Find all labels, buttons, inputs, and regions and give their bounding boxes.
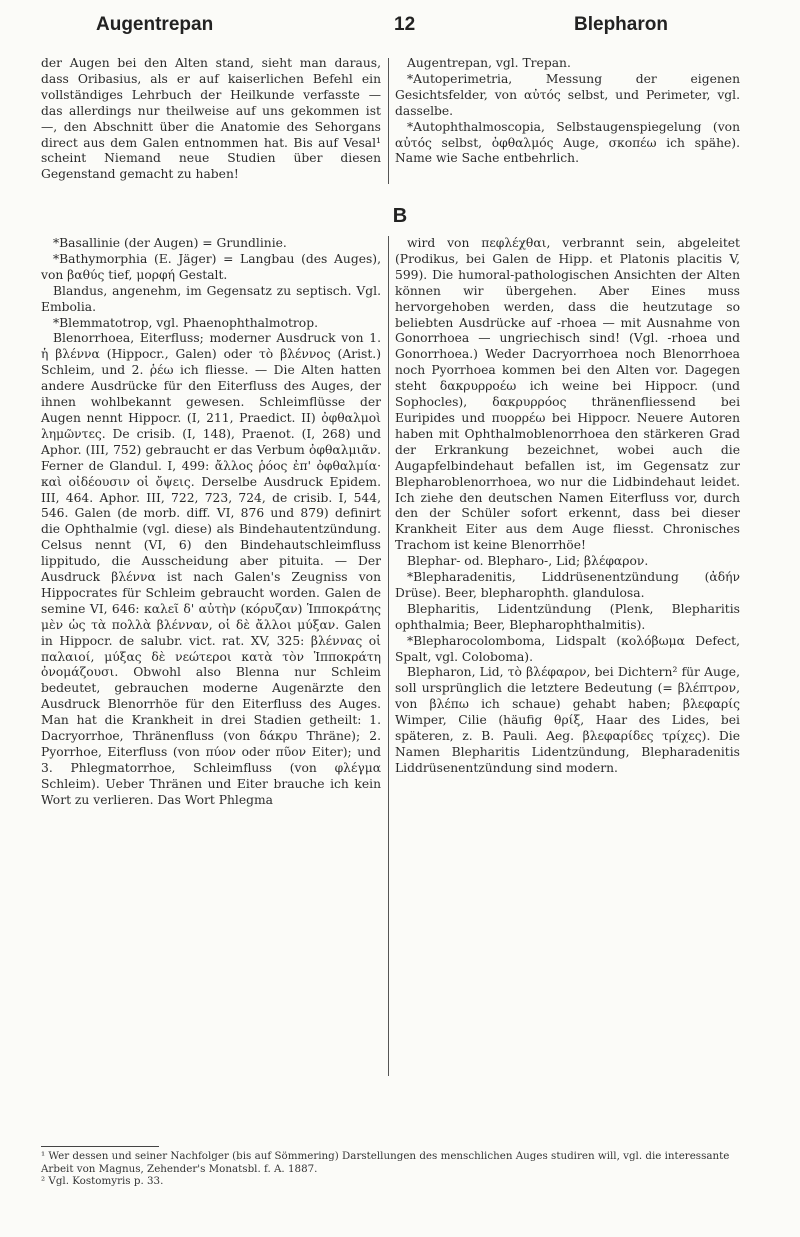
header-right-word: Blepharon (574, 14, 668, 35)
section-letter: B (392, 205, 408, 227)
entry-bathymorphia: *Bathymorphia (E. Jäger) = Langbau (des Auges), von βαθύς tief, μορφή Gestalt. (41, 251, 381, 282)
entry-blepharitis: Blepharitis, Lidentzündung (Plenk, Blepharitis ophthalmia; Beer, Blepharophthalmitis). (395, 601, 740, 632)
entry-blenorrhoea-continued: wird von πεφλέχθαι, verbrannt sein, abgeleitet (Prodikus, bei Galen de Hipp. et Platonis placitis V, 599). Die humoral-pathologischen Ansichten der Alten können wir übergehen. Aber Eines muss hervorgehoben werden, dass die heutzutage so beliebten Ausdrücke auf -rhoea — mit Ausnahme von Gonorrhoea — ungriechisch sind! (Vgl. -rhoea und Gonorrhoea.) Weder Dacryorrhoea noch Blenorrhoea noch Pyorrhoea kommen bei den Alten vor. Dagegen steht δακρυρροέω ich weine bei Hippocr. (und Sophocles), δακρυρρόος thränenfliessend bei Euripides und πυορρέω bei Hippocr. Neuere Autoren haben mit Ophthalmoblenorrhoea den stärkeren Grad der Erkrankung bezeichnet, wobei auch die Augapfelbindehaut befallen ist, im Gegensatz zur Blepharoblenorrhoea, wo nur die Lidbindehaut leidet. Ich ziehe den deutschen Namen Eiterfluss vor, durch den der Schüler sofort erkennt, dass bei dieser Krankheit Eiter aus dem Auge fliesst. Chronisches Trachom ist keine Blenorrhöe! (395, 236, 740, 553)
bottom-left-column (41, 236, 381, 809)
top-left-column (41, 56, 381, 183)
column-divider (388, 58, 389, 184)
footnotes (41, 1150, 741, 1188)
entry-autoperimetria: *Autoperimetria, Messung der eigenen Gesichtsfelder, von αὐτός selbst, und Perimeter, vgl. dasselbe. (395, 71, 740, 118)
column-divider (388, 236, 389, 1076)
entry-augentrepan: Augentrepan, vgl. Trepan. (407, 56, 571, 70)
entry-blephar: Blephar- od. Blepharo-, Lid; βλέφαρον. (407, 554, 649, 569)
entry-autophthalmoscopia: *Autophthalmoscopia, Selbstaugenspiegelung (von αὐτός selbst, ὀφθαλμός Auge, σκοπέω ich spähe). Name wie Sache entbehrlich. (395, 119, 740, 166)
entry-basallinie: *Basallinie (der Augen) = Grundlinie. (53, 236, 287, 250)
entry-blenorrhoea: Blenorrhoea, Eiterfluss; moderner Ausdruck von 1. ἡ βλέννα (Hippocr., Galen) oder τὸ βλέννος (Arist.) Schleim, und 2. ῥέω ich fliesse. — Die Alten hatten andere Ausdrücke für den Eiterfluss des Auges, der ihnen wohlbekannt gewesen. Schleimflüsse der Augen nennt Hippocr. (I, 211, Praedict. II) ὀφθαλμοὶ λημῶντες. De crisib. (I, 148), Praenot. (I, 268) und Aphor. (III, 752) gebraucht er das Verbum ὀφθαλμιᾶν. Ferner de Glandul. I, 499: ἄλλος ῥόος ἐπ' ὀφθαλμία· καὶ οἰδέουσιν οἱ ὄψεις. Derselbe Ausdruck Epidem. III, 464. Aphor. III, 722, 723, 724, de crisib. I, 544, 546. Galen (de morb. diff. VI, 876 und 879) definirt die Ophthalmie (vgl. diese) als Bindehautentzündung. Celsus nennt (VI, 6) den Bindehautschleimfluss lippitudo, die Ausscheidung aber pituita. — Der Ausdruck βλέννα ist nach Galen's Zeugniss von Hippocrates für Schleim gebraucht worden. Galen de semine VI, 646: καλεῖ δ' αὐτὴν (κόρυζαν) Ἱπποκράτης μὲν ὡς τὰ πολλὰ βλένναν, οἱ δὲ ἄλλοι μύξαν. Galen in Hippocr. de salubr. vict. rat. XV, 325: βλέννας οἱ παλαιοί, μύξας δὲ νεώτεροι κατὰ τὸν Ἱπποκράτη ὀνομάζουσι. Obwohl also Blenna nur Schleim bedeutet, gebrauchen moderne Augenärzte den Ausdruck Blenorrhöe für den Eiterfluss des Auges. Man hat die Krankheit in drei Stadien getheilt: 1. Dacryorrhoe, Thränenfluss (von δάκρυ Thräne); 2. Pyorrhoe, Eiterfluss (von πύον oder πῦον Eiter); und 3. Phlegmatorrhoe, Schleimfluss (von φλέγμα Schleim). Ueber Thränen und Eiter brauche ich kein Wort zu verlieren. Das Wort Phlegma (41, 331, 381, 807)
footnote-1: ¹ Wer dessen und seiner Nachfolger (bis auf Sömmering) Darstellungen des menschlichen Auges studiren will, vgl. die interessante Arbeit von Magnus, Zehender's Monatsbl. f. A. 1887. (41, 1150, 730, 1175)
bottom-right-column (395, 236, 740, 777)
page-number: 12 (394, 14, 416, 35)
top-right-column (395, 56, 740, 167)
footnote-divider (41, 1146, 159, 1147)
entry-blepharon: Blepharon, Lid, τὸ βλέφαρον, bei Dichtern² für Auge, soll ursprünglich die letztere Bedeutung (= βλέπτρον, von βλέπω ich schaue) gehabt haben; βλεφαρίς Wimper, Cilie (häufig θρίξ, Haar des Lides, bei späteren, z. B. Pauli. Aeg. βλεφαρίδες τρίχες). Die Namen Blepharitis Lidentzündung, Blepharadenitis Liddrüsenentzündung sind modern. (395, 665, 740, 775)
entry-blandus: Blandus, angenehm, im Gegensatz zu septisch. Vgl. Embolia. (41, 283, 381, 314)
header-left-word: Augentrepan (96, 14, 214, 35)
entry-blemmatotrop: *Blemmatotrop, vgl. Phaenophthalmotrop. (53, 315, 318, 330)
footnote-2: ² Vgl. Kostomyris p. 33. (41, 1175, 164, 1188)
entry-blepharocolomboma: *Blepharocolomboma, Lidspalt (κολόβωμα Defect, Spalt, vgl. Coloboma). (395, 633, 740, 664)
entry-blepharadenitis: *Blepharadenitis, Liddrüsenentzündung (ἀδήν Drüse). Beer, blepharophth. glandulosa. (395, 570, 740, 600)
paragraph: der Augen bei den Alten stand, sieht man daraus, dass Oribasius, als er auf kaiserlichen Befehl ein vollständiges Lehrbuch der Heilkunde verfasste — das allerdings nur theilweise auf uns gekommen ist —, den Abschnitt über die Anatomie des Sehorgans direct aus dem Galen entnommen hat. Bis auf Vesal¹ scheint Niemand neue Studien über diesen Gegenstand gemacht zu haben! (41, 56, 381, 182)
running-header (0, 14, 800, 40)
